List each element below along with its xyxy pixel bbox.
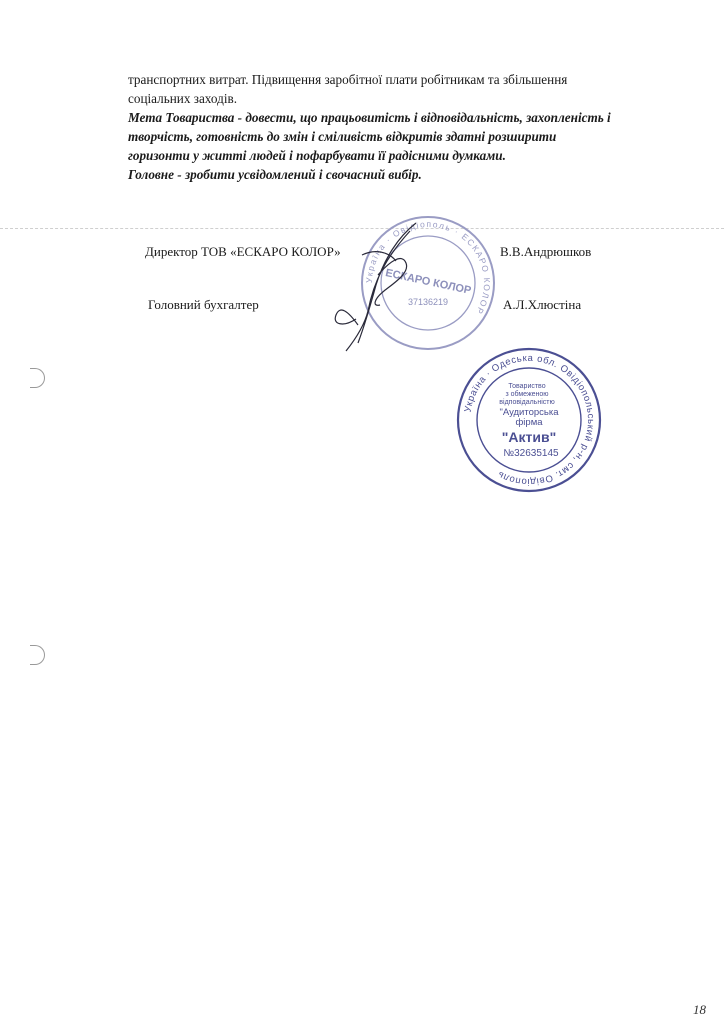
company-stamp-center: ЕСКАРО КОЛОР	[384, 267, 473, 297]
auditor-stamp-line: фірма	[515, 417, 543, 428]
mission-line: горизонти у житті людей і пофарбувати її радісними думками.	[128, 148, 506, 163]
accountant-name: А.Л.Хлюстіна	[503, 297, 582, 312]
punch-hole	[30, 368, 45, 388]
company-stamp-ring: Україна · Овідіополь · ЕСКАРО КОЛОР	[363, 218, 493, 317]
auditor-stamp-line: з обмеженою	[505, 391, 549, 398]
paragraph-line: соціальних заходів.	[128, 91, 238, 106]
accountant-label: Головний бухгалтер	[148, 297, 259, 312]
company-stamp-code: 37136219	[407, 297, 449, 307]
auditor-stamp-code: №32635145	[503, 448, 559, 459]
auditor-stamp-line: "Аудиторська	[499, 407, 559, 418]
auditor-stamp-name: "Актив"	[501, 429, 557, 445]
page-number: 18	[693, 1002, 706, 1017]
director-signature	[318, 215, 428, 355]
auditor-stamp-line: Товариство	[508, 383, 546, 390]
punch-hole	[30, 645, 45, 665]
director-name: В.В.Андрюшков	[500, 244, 592, 259]
mission-line: Головне - зробити усвідомлений і свочасний вибір.	[128, 167, 422, 182]
mission-line: Мета Товариства - довести, що працьовитість і відповідальність, захопленість і	[128, 110, 611, 125]
mission-line: творчість, готовність до змін і сміливість відкритів здатні розширити	[128, 129, 557, 144]
auditor-stamp-ring: Україна · Одеська обл. Овідіопольський р-н, смт. Овідіополь	[462, 352, 597, 488]
director-label: Директор ТОВ «ЕСКАРО КОЛОР»	[145, 244, 341, 259]
auditor-stamp-line: відповідальністю	[499, 399, 555, 406]
auditor-stamp	[455, 346, 603, 494]
paragraph-line: транспортних витрат. Підвищення заробітної плати робітникам та збільшення	[128, 72, 568, 87]
